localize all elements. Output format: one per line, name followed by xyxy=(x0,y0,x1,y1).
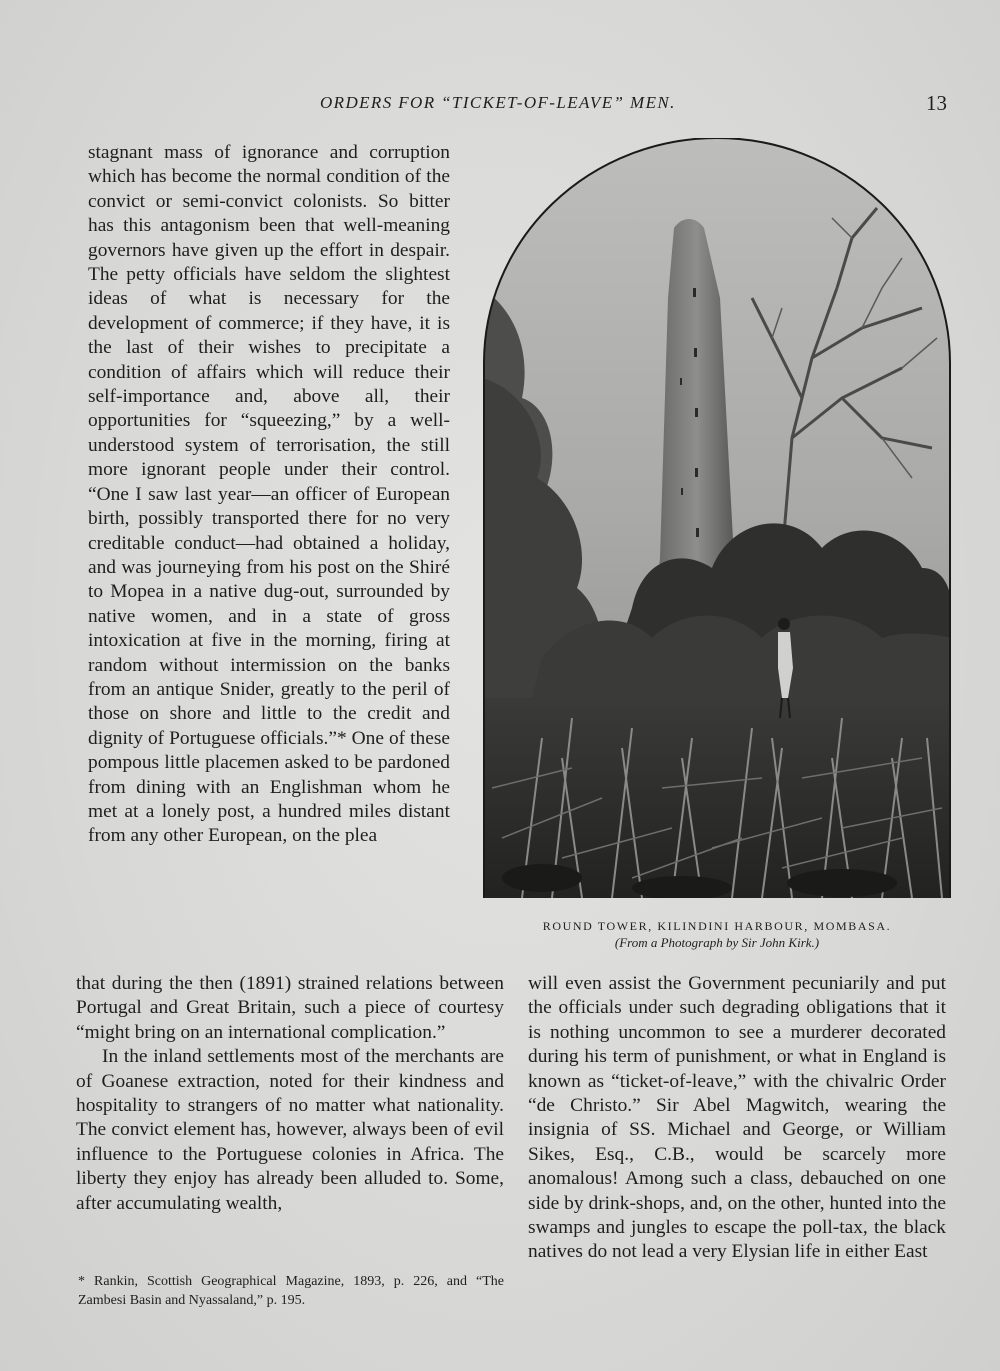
round-tower-engraving xyxy=(482,138,952,898)
left-column-lower xyxy=(76,972,504,1216)
page-number: 13 xyxy=(926,91,947,115)
caption-title: ROUND TOWER, KILINDINI HARBOUR, MOMBASA. xyxy=(542,919,892,933)
round-tower-illustration xyxy=(482,138,952,898)
body-paragraph-2: In the inland settlements most of the merchants are of Goanese extraction, noted for their kindness and hospitality to strangers of no matter what nationality. The convict element has, however, always been of evil influence to the Portuguese colonies in Africa. The liberty they enjoy has already been alluded to. Some, after accumulating wealth, xyxy=(76,1046,504,1214)
left-column xyxy=(88,141,450,849)
body-paragraph-3: will even assist the Government pecuniarily and put the officials under such degrading obligations that it is nothing uncommon to see a murderer decorated during his term of punishment, or what in England is known as “ticket-of-leave,” with the chivalric Order “de Christo.” Sir Abel Magwitch, wearing the insignia of SS. Michael and George, or William Sikes, Esq., C.B., would be scarcely more anomalous! Among such a class, debauched on one side by drink-shops, and, on the other, hunted into the swamps and jungles to escape the poll-tax, the black natives do not lead a very Elysian life in either East xyxy=(528,973,946,1263)
caption-credit: (From a Photograph by Sir John Kirk.) xyxy=(614,935,820,950)
right-column xyxy=(528,972,946,1265)
body-paragraph-1: stagnant mass of ignorance and corruption which has become the normal condition of the convict or semi-convict colonists. So bitter has this antagonism been that well-meaning governors have given up the effort in despair. The petty officials have seldom the slightest ideas of what is necessary for the development of commerce; if they have, it is the last of their wishes to precipitate a condition of affairs which will reduce their self-importance and, above all, their opportunities for “squeezing,” by a well-understood system of terrorisation, the still more ignorant people under their control. “One I saw last year—an officer of European birth, possibly transported there for no very creditable conduct—had obtained a holiday, and was journeying from his post on the Shiré to Mopea in a native dug-out, surrounded by native women, and in a state of gross intoxication at five in the morning, firing at random without intermission on the banks from an antique Snider, greatly to the peril of those on shore and little to the credit and dignity of Portuguese officials.”* One of these pompous little placemen asked to be pardoned from dining with an Englishman whom he met at a lonely post, a hundred miles distant from any other European, on the plea xyxy=(88,142,450,847)
running-head: ORDERS FOR “TICKET-OF-LEAVE” MEN. xyxy=(320,93,676,112)
body-paragraph-1-continued: that during the then (1891) strained relations between Portugal and Great Britain, such a piece of courtesy “might bring on an international complication.” xyxy=(76,973,504,1043)
footnote xyxy=(78,1272,504,1310)
footnote-text: * Rankin, Scottish Geographical Magazine, 1893, p. 226, and “The Zambesi Basin and Nyassaland,” p. 195. xyxy=(78,1274,504,1308)
illustration-caption xyxy=(482,918,952,952)
